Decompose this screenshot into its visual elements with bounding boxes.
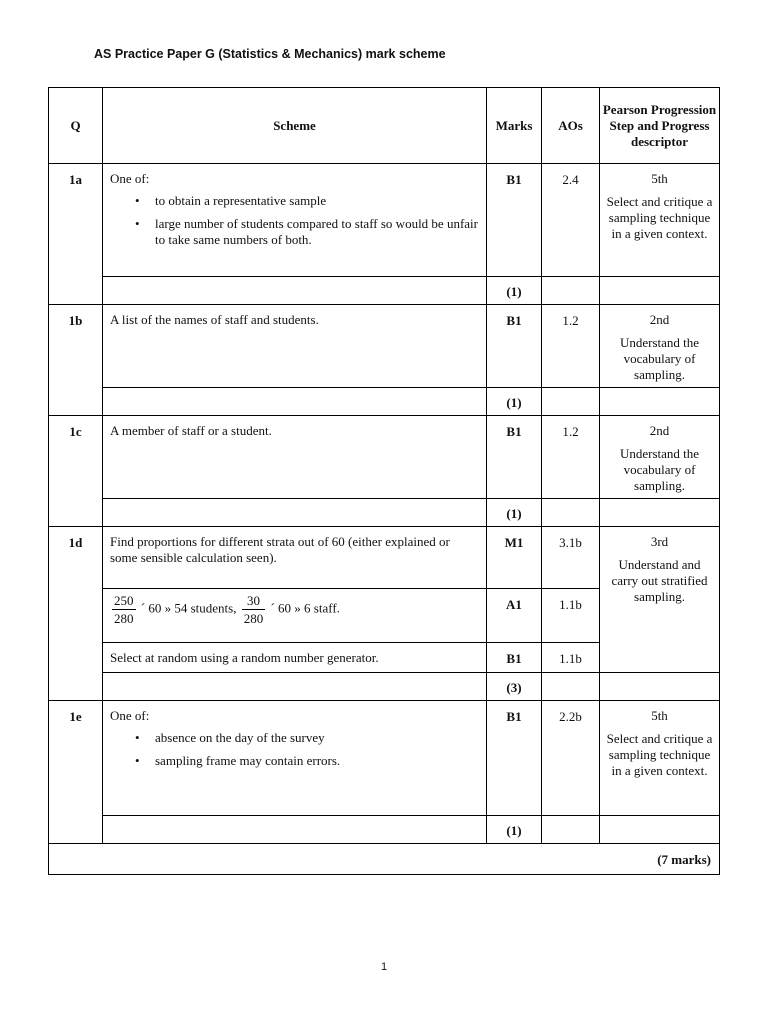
row-1b — [49, 305, 720, 388]
list-item: • absence on the day of the survey — [135, 730, 325, 745]
progress-descriptor: Understand the vocabulary of sampling. — [619, 335, 700, 382]
descriptor-cell — [600, 701, 720, 816]
descriptor-cell — [600, 416, 720, 499]
ao-cell: 1.1b — [542, 643, 600, 673]
progress-descriptor: Select and critique a sampling technique in a given context. — [606, 194, 713, 241]
ao-cell: 1.2 — [542, 416, 600, 499]
bullet-icon: • — [135, 216, 140, 231]
subtotal-row-1c — [49, 499, 720, 527]
ao-cell: 1.2 — [542, 305, 600, 388]
page-number: 1 — [380, 961, 388, 973]
subtotal-marks: (1) — [487, 499, 542, 527]
header-row — [49, 88, 720, 164]
mark-cell: A1 — [487, 589, 542, 643]
row-1a — [49, 164, 720, 277]
page-title: AS Practice Paper G (Statistics & Mechanics) mark scheme — [94, 47, 446, 61]
bullet-icon: • — [135, 753, 140, 768]
question-number: 1a — [49, 164, 103, 305]
row-1e — [49, 701, 720, 816]
mark-cell: B1 — [487, 701, 542, 816]
calculation-cell — [103, 589, 487, 643]
progress-descriptor: Select and critique a sampling technique in a given context. — [606, 731, 713, 778]
question-number: 1c — [49, 416, 103, 527]
mark-cell: B1 — [487, 164, 542, 277]
ao-cell: 2.4 — [542, 164, 600, 277]
progression-step: 2nd — [649, 312, 670, 327]
ao-cell: 2.2b — [542, 701, 600, 816]
scheme-cell: Find proportions for different strata out of 60 (either explained or some sensible calculation seen). — [103, 527, 487, 589]
progress-descriptor: Understand the vocabulary of sampling. — [619, 446, 700, 493]
progression-step: 5th — [651, 708, 668, 723]
mark-cell: M1 — [487, 527, 542, 589]
question-number: 1e — [49, 701, 103, 844]
mark-cell: B1 — [487, 416, 542, 499]
calc-students-text: ´ 60 » 54 students, — [140, 600, 237, 616]
subtotal-marks: (1) — [487, 388, 542, 416]
ao-cell: 1.1b — [542, 589, 600, 643]
progression-step: 3rd — [650, 534, 669, 549]
scheme-cell — [103, 164, 487, 277]
header-marks: Marks — [487, 88, 542, 164]
subtotal-marks: (3) — [487, 673, 542, 701]
progression-step: 2nd — [649, 423, 670, 438]
list-item: • to obtain a representative sample — [135, 193, 327, 208]
subtotal-row-1b — [49, 388, 720, 416]
header-descriptor: Pearson Progression Step and Progress descriptor — [600, 88, 720, 164]
row-1d — [49, 527, 720, 589]
list-item: • large number of students compared to staff so would be unfair to take same numbers of both. — [135, 216, 478, 247]
descriptor-cell — [600, 164, 720, 277]
header-q: Q — [49, 88, 103, 164]
header-scheme: Scheme — [103, 88, 487, 164]
progression-step: 5th — [651, 171, 668, 186]
total-marks: (7 marks) — [49, 844, 720, 875]
mark-cell: B1 — [487, 305, 542, 388]
calc-staff-text: ´ 60 » 6 staff. — [270, 600, 340, 616]
subtotal-row-1e — [49, 816, 720, 844]
header-aos: AOs — [542, 88, 600, 164]
fraction-staff: $\frac{30}{280}$ — [243, 593, 264, 626]
question-number: 1b — [49, 305, 103, 416]
total-row — [49, 844, 720, 875]
descriptor-cell — [600, 305, 720, 388]
question-number: 1d — [49, 527, 103, 701]
subtotal-row-1a — [49, 277, 720, 305]
subtotal-row-1d — [49, 673, 720, 701]
row-1c — [49, 416, 720, 499]
bullet-icon: • — [135, 730, 140, 745]
scheme-cell — [103, 701, 487, 816]
scheme-intro: One of: — [110, 708, 150, 723]
ao-cell: 3.1b — [542, 527, 600, 589]
bullet-list — [110, 193, 478, 248]
scheme-cell: A member of staff or a student. — [103, 416, 487, 499]
scheme-intro: One of: — [110, 171, 150, 186]
mark-cell: B1 — [487, 643, 542, 673]
list-item: • sampling frame may contain errors. — [135, 753, 341, 768]
progress-descriptor: Understand and carry out stratified sampling. — [611, 557, 708, 604]
descriptor-cell — [600, 527, 720, 673]
fraction-students: $\frac{250}{280}$ — [114, 593, 134, 626]
bullet-icon: • — [135, 193, 140, 208]
bullet-list — [110, 730, 478, 769]
mark-scheme-table — [48, 87, 720, 875]
scheme-cell: Select at random using a random number generator. — [103, 643, 487, 673]
subtotal-marks: (1) — [487, 277, 542, 305]
subtotal-marks: (1) — [487, 816, 542, 844]
scheme-cell: A list of the names of staff and students. — [103, 305, 487, 388]
